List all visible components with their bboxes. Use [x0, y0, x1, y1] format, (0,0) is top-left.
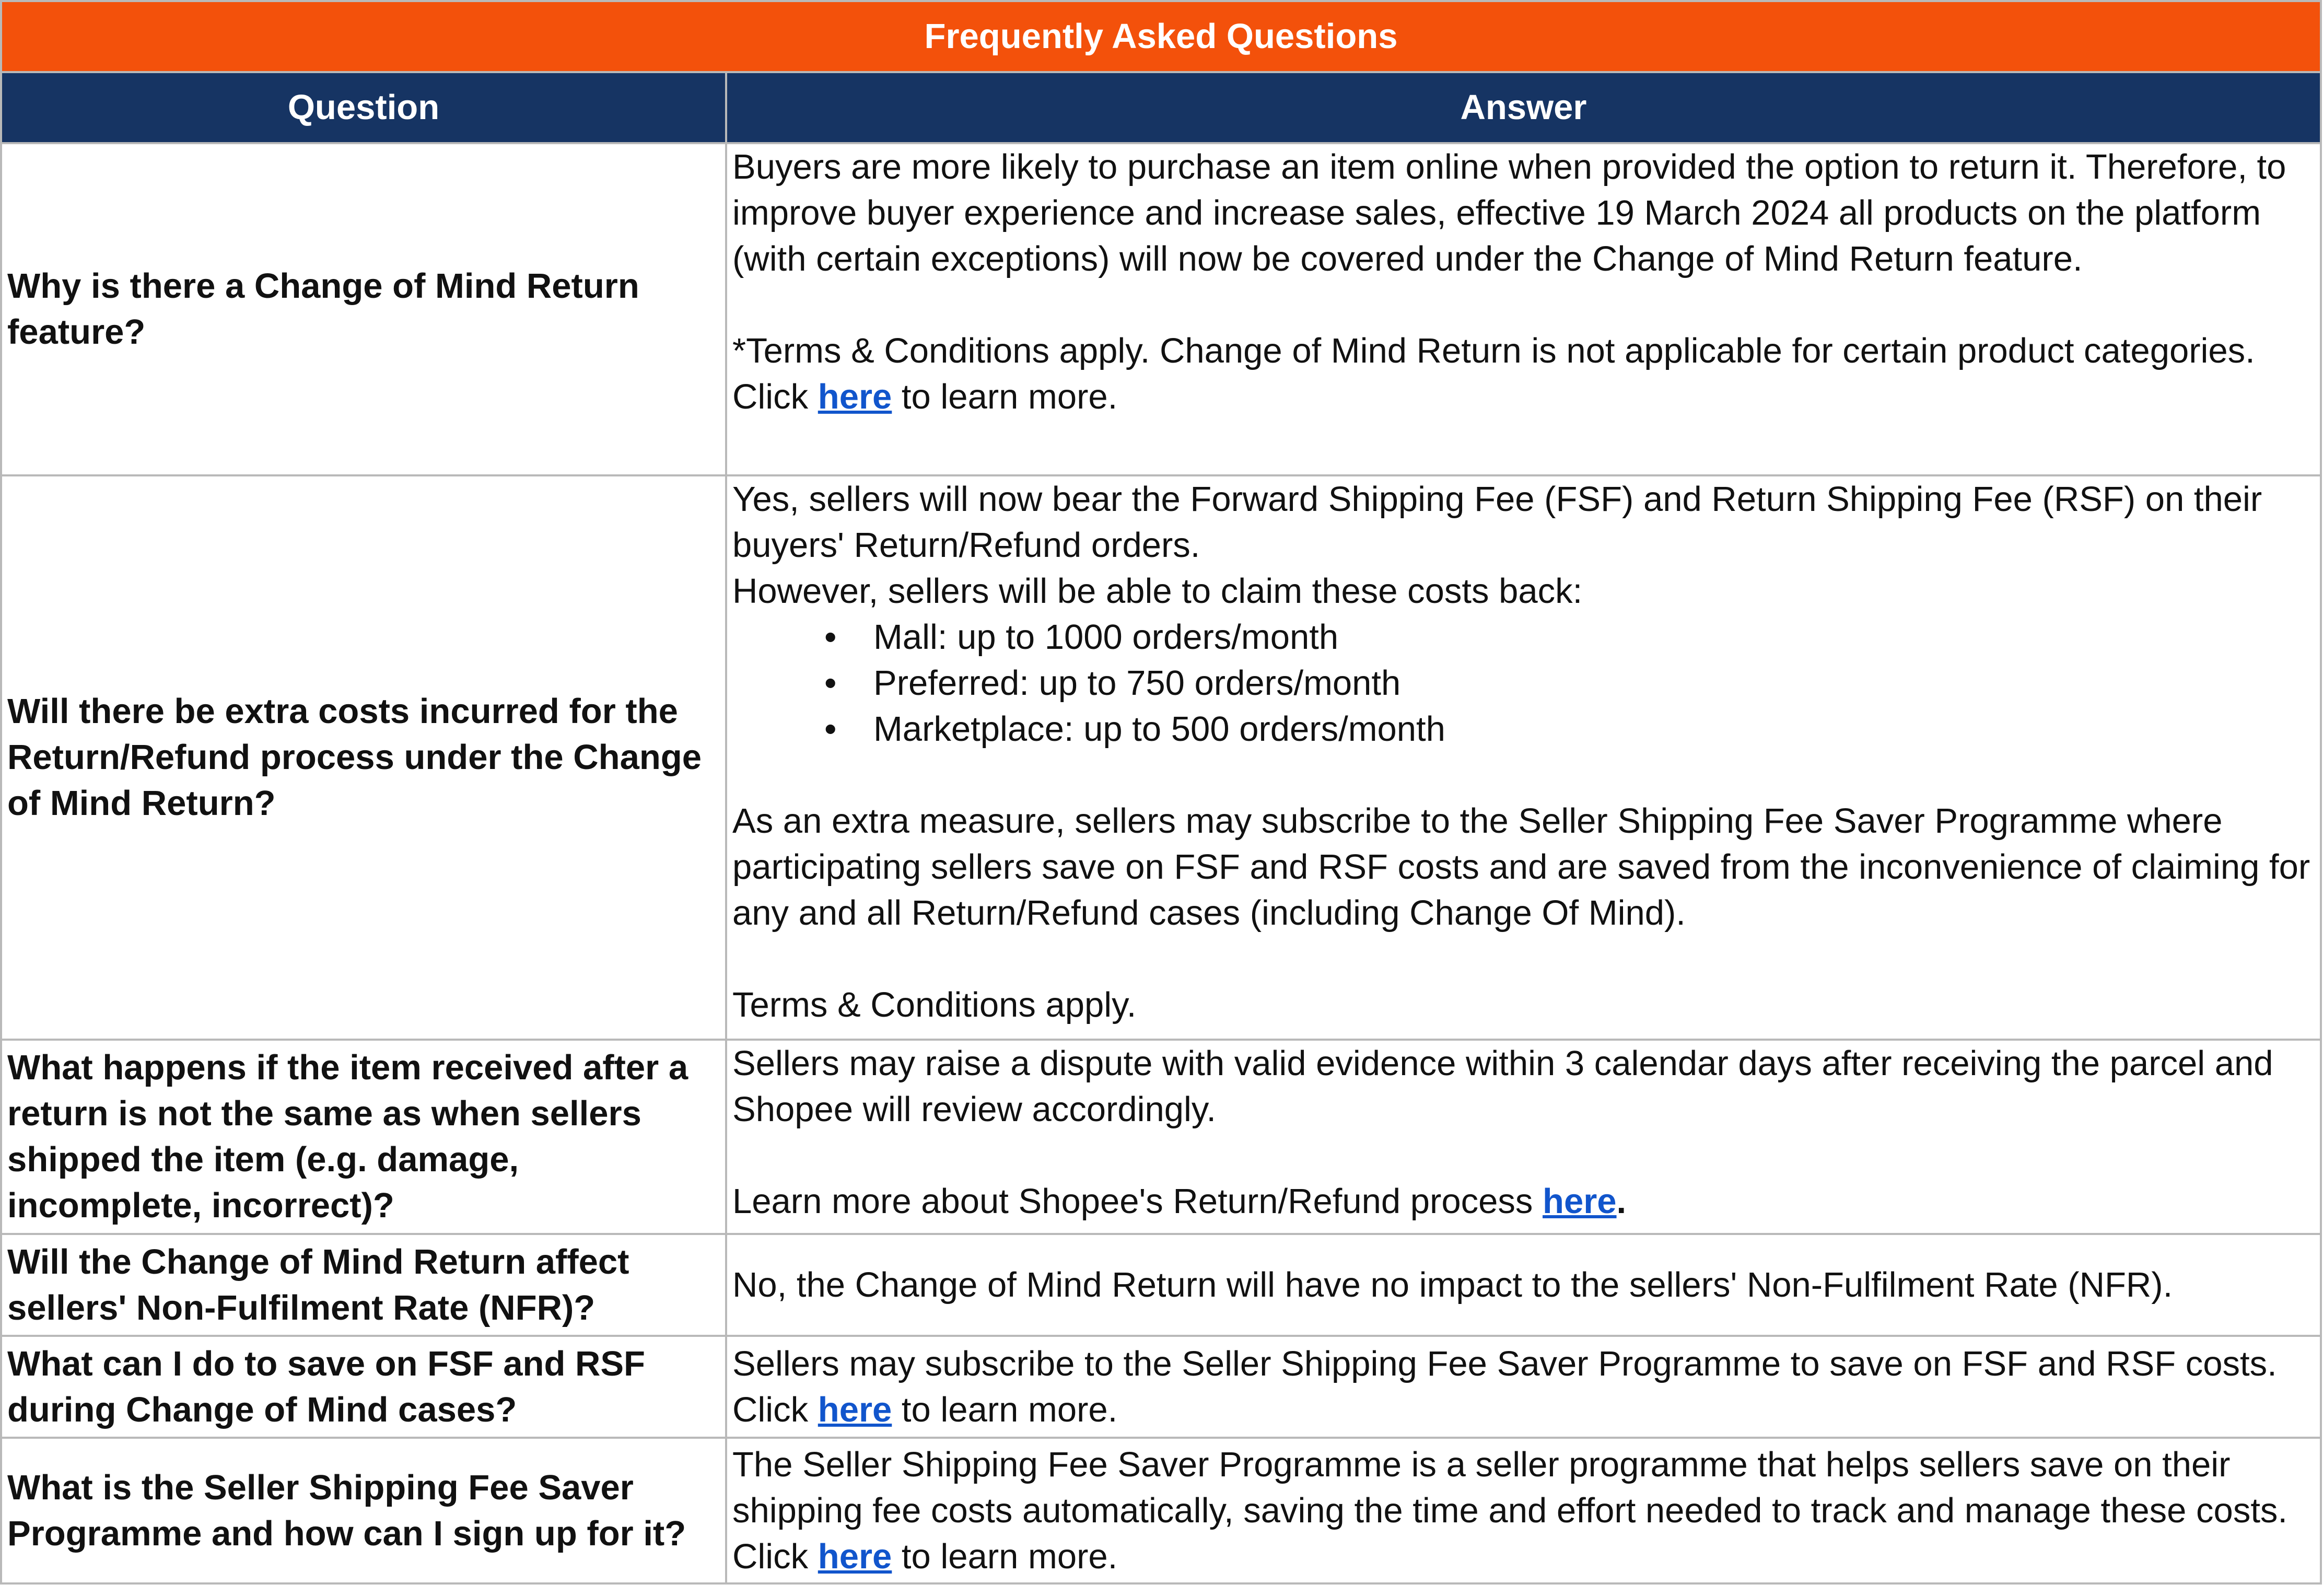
answer-text: Sellers may subscribe to the Seller Shipping Fee Saver Programme to save on FSF and RSF costs. Click: [732, 1344, 2277, 1429]
answer-paragraph: As an extra measure, sellers may subscribe to the Seller Shipping Fee Saver Programme where participating sellers save on FSF and RSF costs and are saved from the inconvenience of claiming for any and all Return/Refund cases (including Change Of Mind).: [732, 801, 2310, 933]
bullet-icon: •: [824, 663, 837, 703]
answer-paragraph: However, sellers will be able to claim these costs back:: [732, 572, 1583, 611]
answer-column-header: Answer: [726, 72, 2321, 143]
paragraph-spacer: [732, 936, 2315, 982]
faq-question: What happens if the item received after a return is not the same as when sellers shipped the item (e.g. damage, incomplete, incorrect)?: [1, 1040, 726, 1234]
paragraph-spacer: [732, 752, 2315, 798]
answer-text: to learn more.: [892, 1390, 1118, 1429]
list-item-text: Marketplace: up to 500 orders/month: [873, 709, 1445, 749]
answer-paragraph: Buyers are more likely to purchase an item online when provided the option to return it. Therefore, to improve buyer experience and increase sales, effective 19 March 2024 all products on the platform (with certain exceptions) will now be covered under the Change of Mind Return feature.: [732, 147, 2286, 278]
list-item: [824, 660, 2315, 706]
list-item-text: Mall: up to 1000 orders/month: [873, 618, 1339, 657]
paragraph-spacer: [732, 282, 2315, 328]
table-row: [1, 143, 2321, 475]
claim-limits-list: [732, 614, 2315, 752]
answer-paragraph: Terms & Conditions apply.: [732, 985, 1137, 1024]
table-row: [1, 1438, 2321, 1583]
table-row: [1, 1336, 2321, 1438]
faq-answer: [726, 1234, 2321, 1336]
faq-question: What is the Seller Shipping Fee Saver Programme and how can I sign up for it?: [1, 1438, 726, 1583]
learn-more-link[interactable]: here: [818, 377, 892, 416]
title-row: [1, 1, 2321, 72]
shipping-fee-saver-link[interactable]: here: [818, 1390, 892, 1429]
return-refund-process-link[interactable]: here: [1543, 1182, 1617, 1221]
answer-text: to learn more.: [892, 1536, 1118, 1576]
answer-text: Learn more about Shopee's Return/Refund process: [732, 1182, 1543, 1221]
answer-paragraph: No, the Change of Mind Return will have no impact to the sellers' Non-Fulfilment Rate (NFR).: [732, 1265, 2173, 1304]
list-item: [824, 614, 2315, 660]
question-column-header: Question: [1, 72, 726, 143]
answer-text: The Seller Shipping Fee Saver Programme is a seller programme that helps sellers save on their shipping fee costs automatically, saving the time and effort needed to track and manage these costs. Click: [732, 1444, 2288, 1576]
answer-paragraph: [732, 1179, 2315, 1225]
answer-paragraph: Yes, sellers will now bear the Forward Shipping Fee (FSF) and Return Shipping Fee (RSF) on their buyers' Return/Refund orders.: [732, 480, 2262, 565]
faq-question: Why is there a Change of Mind Return feature?: [1, 143, 726, 475]
bullet-icon: •: [824, 618, 837, 657]
faq-question: Will there be extra costs incurred for the Return/Refund process under the Change of Mind Return?: [1, 475, 726, 1040]
faq-question: Will the Change of Mind Return affect sellers' Non-Fulfilment Rate (NFR)?: [1, 1234, 726, 1336]
answer-paragraph: [732, 328, 2315, 420]
list-item: [824, 706, 2315, 752]
faq-answer: [726, 1336, 2321, 1438]
table-row: [1, 1040, 2321, 1234]
table-title: Frequently Asked Questions: [1, 1, 2321, 72]
faq-answer: [726, 1040, 2321, 1234]
answer-paragraph: [732, 1442, 2315, 1580]
table-row: [1, 475, 2321, 1040]
answer-text: *Terms & Conditions apply. Change of Mind Return is not applicable for certain product categories. Click: [732, 331, 2255, 416]
answer-text: .: [1616, 1182, 1627, 1221]
answer-paragraph: [732, 1341, 2315, 1433]
list-item-text: Preferred: up to 750 orders/month: [873, 663, 1401, 703]
paragraph-spacer: [732, 1133, 2315, 1179]
answer-text: to learn more.: [892, 377, 1118, 416]
answer-paragraph: Sellers may raise a dispute with valid evidence within 3 calendar days after receiving the parcel and Shopee will review accordingly.: [732, 1044, 2273, 1129]
faq-question: What can I do to save on FSF and RSF during Change of Mind cases?: [1, 1336, 726, 1438]
header-row: [1, 72, 2321, 143]
bullet-icon: •: [824, 709, 837, 749]
programme-signup-link[interactable]: here: [818, 1536, 892, 1576]
faq-answer: [726, 143, 2321, 475]
faq-answer: [726, 1438, 2321, 1583]
table-row: [1, 1234, 2321, 1336]
faq-answer: [726, 475, 2321, 1040]
